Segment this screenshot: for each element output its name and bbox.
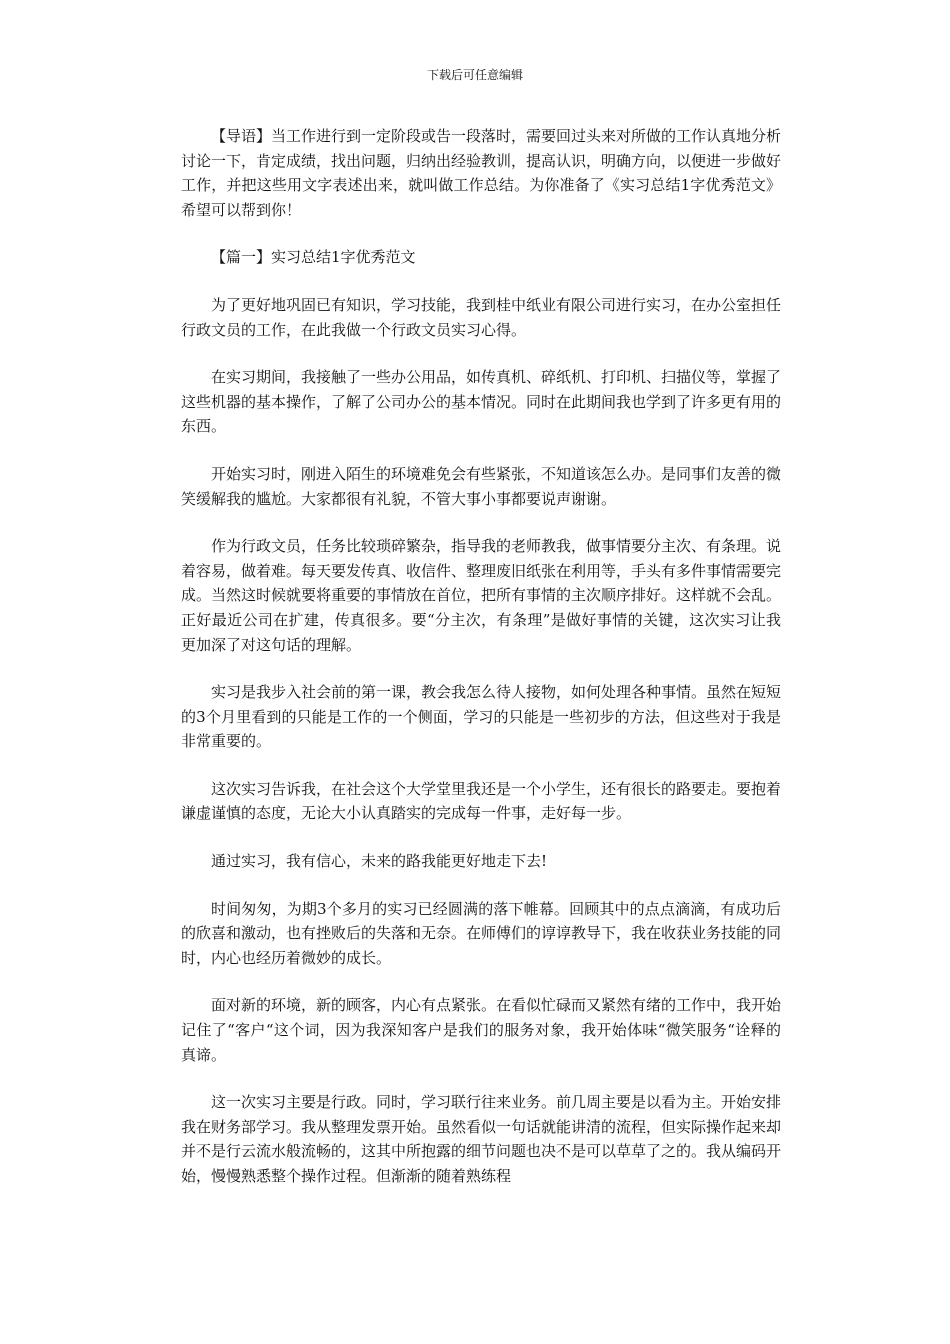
article-body: [181, 124, 781, 1189]
body-paragraph: 开始实习时，刚进入陌生的环境难免会有些紧张，不知道该怎么办。是同事们友善的微笑缓解我的尴尬。大家都很有礼貌，不管大事小事都要说声谢谢。: [181, 464, 782, 508]
body-paragraph: 通过实习，我有信心，未来的路我能更好地走下去!: [211, 852, 548, 871]
header-note: 下载后可任意编辑: [426, 68, 523, 82]
body-paragraph: 时间匆匆，为期3个多月的实习已经圆满的落下帷幕。回顾其中的点点滴滴，有成功后的欣喜和激动，也有挫败后的失落和无奈。在师傅们的谆谆教导下，我在收获业务技能的同时，内心也经历着微妙的成长。: [181, 899, 782, 967]
body-paragraph: 作为行政文员，任务比较琐碎繁杂，指导我的老师教我，做事情要分主次、有条理。说着容易，做着难。每天要发传真、收信件、整理废旧纸张在利用等，手头有多件事情需要完成。当然这时候就要将重要的事情放在首位，把所有事情的主次顺序排好。这样就不会乱。正好最近公司在扩建，传真很多。要“分主次，有条理”是做好事情的关键，这次实习让我更加深了对这句话的理解。: [181, 537, 782, 654]
body-paragraph: 这次实习告诉我，在社会这个大学堂里我还是一个小学生，还有很长的路要走。要抱着谦虚谨慎的态度，无论大小认真踏实的完成每一件事，走好每一步。: [181, 779, 782, 823]
body-paragraph: 面对新的环境，新的顾客，内心有点紧张。在看似忙碌而又紧然有绪的工作中，我开始记住了“客户“这个词，因为我深知客户是我们的服务对象，我开始体味“微笑服务“诠释的真谛。: [181, 996, 782, 1064]
body-paragraph: 在实习期间，我接触了一些办公用品，如传真机、碎纸机、打印机、扫描仪等，掌握了这些机器的基本操作，了解了公司办公的基本情况。同时在此期间我也学到了许多更有用的东西。: [181, 368, 782, 436]
intro-paragraph: 【导语】当工作进行到一定阶段或告一段落时，需要回过头来对所做的工作认真地分析讨论一下，肯定成绩，找出问题，归纳出经验教训，提高认识，明确方向，以便进一步做好工作，并把这些用文字表述出来，就叫做工作总结。为你准备了《实习总结1字优秀范文》希望可以帮到你！: [181, 127, 782, 219]
body-paragraph: 这一次实习主要是行政。同时，学习联行往来业务。前几周主要是以看为主。开始安排我在财务部学习。我从整理发票开始。虽然看似一句话就能讲清的流程，但实际操作起来却并不是行云流水般流畅的，这其中所抱露的细节问题也决不是可以草草了之的。我从编码开始，慢慢熟悉整个操作过程。但渐渐的随着熟练程: [181, 1093, 782, 1185]
body-paragraph: 实习是我步入社会前的第一课，教会我怎么待人接物，如何处理各种事情。虽然在短短的3个月里看到的只能是工作的一个侧面，学习的只能是一些初步的方法，但这些对于我是非常重要的。: [181, 683, 782, 751]
body-paragraph: 为了更好地巩固已有知识，学习技能，我到桂中纸业有限公司进行实习，在办公室担任行政文员的工作，在此我做一个行政文员实习心得。: [181, 295, 782, 339]
section-heading: 【篇一】实习总结1字优秀范文: [211, 248, 416, 267]
